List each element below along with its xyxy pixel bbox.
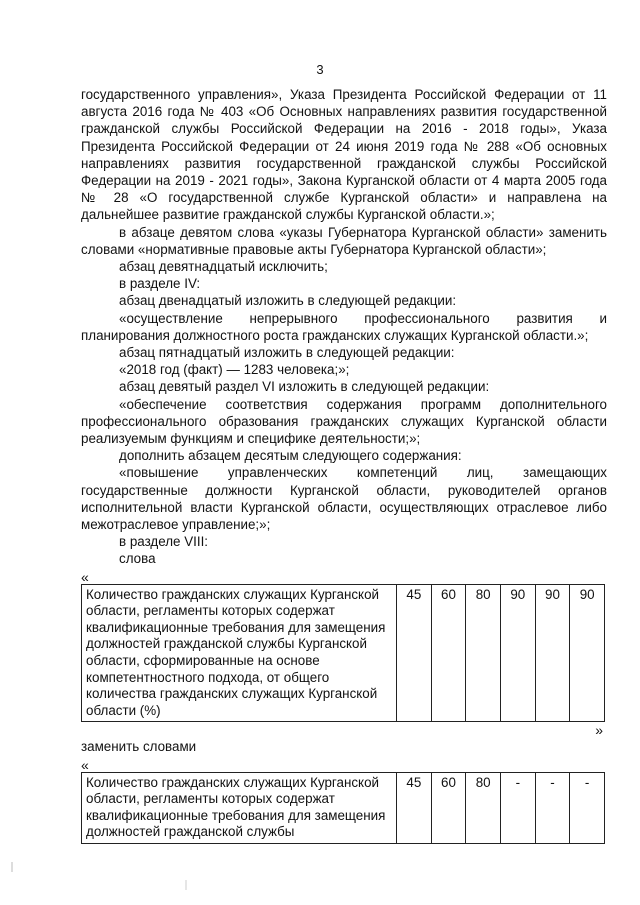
quote-open-mark: « xyxy=(81,568,89,585)
quote-close-mark: » xyxy=(595,722,603,739)
paragraph-continuous-development: «осуществление непрерывного профессионального развития и планирования должностного роста гражданских служащих Курганской области.»; xyxy=(81,310,607,343)
quote-open-mark-2: « xyxy=(81,756,89,773)
value-cell: - xyxy=(500,772,535,843)
paragraph-abzats-15: абзац пятнадцатый изложить в следующей редакции: xyxy=(119,345,455,361)
value-cell: 90 xyxy=(570,584,605,722)
indicator-name-cell: Количество гражданских служащих Курганской области, регламенты которых содержат квалификационные требования для замещения должностей гражданской службы xyxy=(82,772,397,843)
paragraph-management-competencies: «повышение управленческих компетенций лиц, замещающих государственные должности Курганской области, руководителей органов исполнительной власти Курганской области, осуществляющих отраслевое либо межотраслевое управление;»; xyxy=(81,465,607,533)
value-cell: - xyxy=(570,772,605,843)
paragraph-words: слова xyxy=(119,551,156,567)
value-cell: 90 xyxy=(500,584,535,722)
paragraph-section-vi: абзац девятый раздел VI изложить в следующей редакции: xyxy=(119,379,490,395)
table-row xyxy=(82,772,605,843)
indicator-table-after xyxy=(81,772,605,844)
value-cell: 45 xyxy=(397,772,432,843)
page-number: 3 xyxy=(316,62,324,77)
value-cell: 80 xyxy=(466,772,501,843)
value-cell: 60 xyxy=(431,772,466,843)
value-cell: - xyxy=(535,772,570,843)
value-cell: 45 xyxy=(397,584,432,722)
document-body xyxy=(81,86,607,844)
indicator-name-cell: Количество гражданских служащих Курганской области, регламенты которых содержат квалификационные требования для замещения должностей гражданской службы Курганской области, сформированные на основе компетентностного подхода, от общего количества гражданских служащих Курганской области (%) xyxy=(82,584,397,722)
value-cell: 80 xyxy=(466,584,501,722)
indicator-table-before xyxy=(81,584,605,723)
paragraph-section-iv: в разделе IV: xyxy=(119,276,201,292)
paragraph-replace-with: заменить словами xyxy=(81,739,197,755)
paragraph-program-basis: государственного управления», Указа Президента Российской Федерации от 11 августа 2016 года № 403 «Об Основных направлениях развития государственной гражданской службы Российской Федерации на 2016 - 2018 годы», Указа Президента Российской Федерации от 24 июня 2019 года № 288 «Об основных направлениях развития государственной гражданской службы Российской Федерации на 2019 - 2021 годы», Закона Курганской области от 4 марта 2005 года № 28 «О государственной службе Курганской области» и направлена на дальнейшее развитие гражданской службы Курганской области.»; xyxy=(81,87,607,223)
value-cell: 90 xyxy=(535,584,570,722)
paragraph-dpo-programs: «обеспечение соответствия содержания программ дополнительного профессионального образования гражданских служащих Курганской области реализуемым функциям и специфике деятельности;»; xyxy=(81,396,607,447)
paragraph-add-tenth: дополнить абзацем десятым следующего содержания: xyxy=(119,448,462,464)
paragraph-2018-fact: «2018 год (факт) — 1283 человека;»; xyxy=(119,362,350,378)
paragraph-ninth-abzats: в абзаце девятом слова «указы Губернатора Курганской области» заменить словами «нормативные правовые акты Губернатора Курганской области»; xyxy=(81,224,607,257)
paragraph-exclude-19: абзац девятнадцатый исключить; xyxy=(119,259,328,275)
paragraph-section-viii: в разделе VIII: xyxy=(119,534,209,550)
paragraph-abzats-12: абзац двенадцатый изложить в следующей редакции: xyxy=(119,293,457,309)
table-row xyxy=(82,584,605,722)
value-cell: 60 xyxy=(431,584,466,722)
